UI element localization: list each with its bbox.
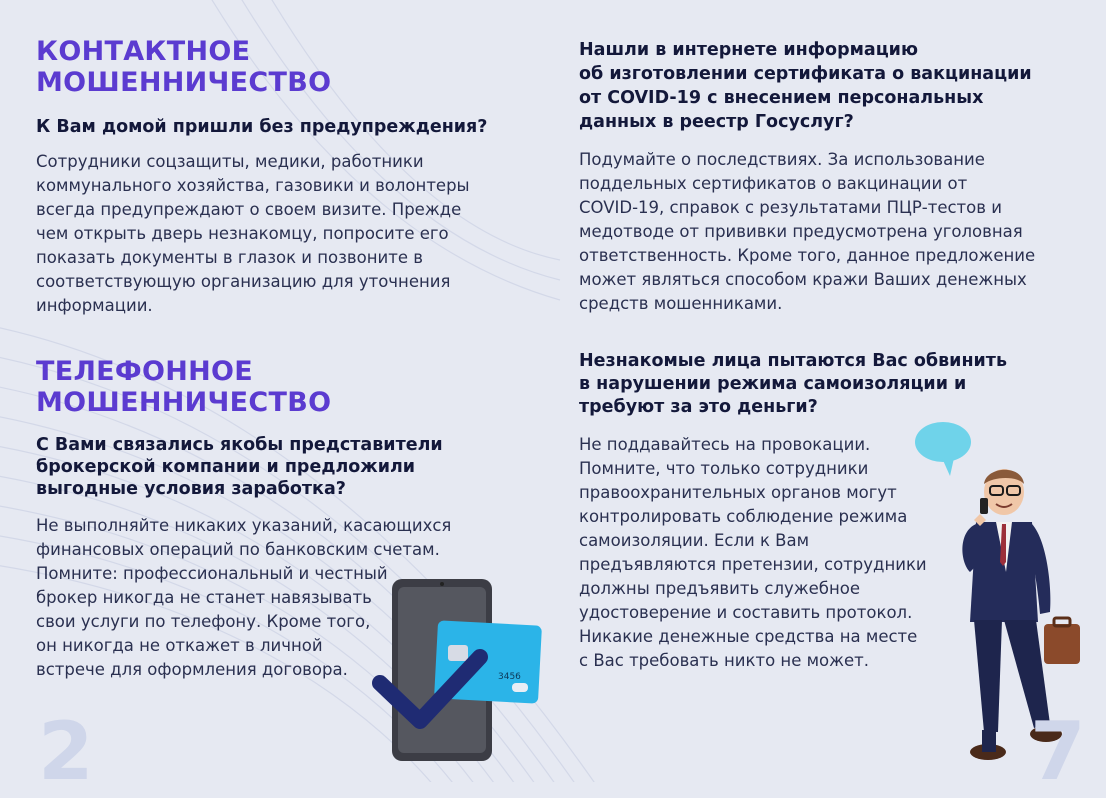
section-title-contact-fraud: КОНТАКТНОЕ МОШЕННИЧЕСТВО: [36, 36, 332, 98]
page-number-left: 2: [38, 705, 94, 798]
section-title-phone-fraud: ТЕЛЕФОННОЕ МОШЕННИЧЕСТВО: [36, 356, 332, 418]
question-broker-call: С Вами связались якобы представители брокерской компании и предложили выгодные условия заработка?: [36, 435, 443, 499]
question-fake-certificate: Нашли в интернете информацию об изготовлении сертификата о вакцинации от COVID-19 с внесением персональных данных в реестр Госуслуг?: [579, 40, 1032, 132]
answer-self-isolation: Не поддавайтесь на провокации. Помните, что только сотрудники правоохранительных органов могут контролировать соблюдение режима самоизоляции. Если к Вам предъявляются претензии, сотрудники должны предъявить служебное удостоверение и составить протокол. Никакие денежные средства на месте с Вас требовать никто не может.: [579, 435, 927, 670]
card-number: 3456: [498, 672, 521, 682]
answer-broker-call: Не выполняйте никаких указаний, касающихся финансовых операций по банковским счетам. Помните: профессиональный и честный брокер никогда не станет навязывать свои услуги по телефону. Кроме того, он никогда не откажет в личной встрече для оформления договора.: [36, 516, 452, 679]
page-number-right: 7: [1030, 705, 1086, 798]
phone-card-illustration: [370, 575, 550, 765]
question-self-isolation: Незнакомые лица пытаются Вас обвинить в нарушении режима самоизоляции и требуют за это деньги?: [579, 351, 1008, 417]
question-unexpected-visit: К Вам домой пришли без предупреждения?: [36, 117, 488, 137]
answer-fake-certificate: Подумайте о последствиях. За использование поддельных сертификатов о вакцинации от COVID-19, справок с результатами ПЦР-тестов и медотводе от прививки предусмотрена уголовная ответственность. Кроме того, данное предложение может являться способом кражи Ваших денежных средств мошенниками.: [579, 150, 1036, 313]
answer-unexpected-visit: Сотрудники соцзащиты, медики, работники коммунального хозяйства, газовики и волонтеры всегда предупреждают о своем визите. Прежде чем открыть дверь незнакомцу, попросите его показать документы в глазок и позвоните в соответствующую организацию для уточнения информации.: [36, 152, 470, 315]
